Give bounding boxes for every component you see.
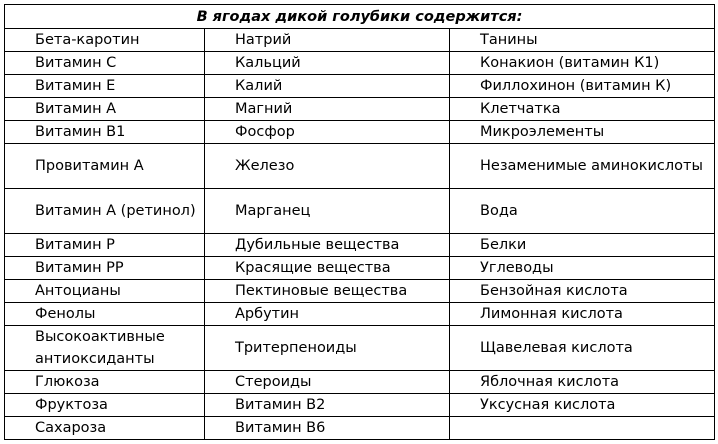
table-row	[5, 371, 715, 394]
table-cell: Магний	[205, 98, 450, 121]
table-cell: Дубильные вещества	[205, 234, 450, 257]
table-cell: Глюкоза	[5, 371, 205, 394]
table-row	[5, 29, 715, 52]
table-body	[5, 29, 715, 440]
table-cell: Натрий	[205, 29, 450, 52]
table-cell: Антоцианы	[5, 280, 205, 303]
table-cell: Конакион (витамин К1)	[450, 52, 715, 75]
table-cell: Высокоактивные антиоксиданты	[5, 326, 205, 371]
table-cell: Кальций	[205, 52, 450, 75]
composition-table	[4, 4, 715, 440]
table-row	[5, 280, 715, 303]
table-cell: Клетчатка	[450, 98, 715, 121]
table-cell: Белки	[450, 234, 715, 257]
table-row	[5, 75, 715, 98]
table-cell: Витамин В2	[205, 394, 450, 417]
table-cell: Фруктоза	[5, 394, 205, 417]
table-row	[5, 326, 715, 371]
table-cell: Вода	[450, 189, 715, 234]
table-cell: Витамин С	[5, 52, 205, 75]
table-row	[5, 257, 715, 280]
table-row	[5, 394, 715, 417]
content-table-container	[4, 4, 714, 440]
table-row	[5, 144, 715, 189]
table-title: В ягодах дикой голубики содержится:	[5, 5, 715, 29]
table-cell: Тритерпеноиды	[205, 326, 450, 371]
table-row	[5, 121, 715, 144]
table-cell: Витамин А (ретинол)	[5, 189, 205, 234]
table-cell: Микроэлементы	[450, 121, 715, 144]
table-cell: Углеводы	[450, 257, 715, 280]
table-cell	[450, 417, 715, 440]
table-cell: Фосфор	[205, 121, 450, 144]
table-cell: Витамин А	[5, 98, 205, 121]
table-cell: Незаменимые аминокислоты	[450, 144, 715, 189]
table-cell: Провитамин А	[5, 144, 205, 189]
table-row	[5, 303, 715, 326]
table-row	[5, 98, 715, 121]
table-cell: Красящие вещества	[205, 257, 450, 280]
table-cell: Витамин Р	[5, 234, 205, 257]
table-cell: Яблочная кислота	[450, 371, 715, 394]
table-cell: Танины	[450, 29, 715, 52]
table-cell: Арбутин	[205, 303, 450, 326]
table-cell: Уксусная кислота	[450, 394, 715, 417]
table-cell: Калий	[205, 75, 450, 98]
table-cell: Витамин РР	[5, 257, 205, 280]
table-row	[5, 417, 715, 440]
table-cell: Стероиды	[205, 371, 450, 394]
table-cell: Железо	[205, 144, 450, 189]
table-cell: Щавелевая кислота	[450, 326, 715, 371]
table-cell: Сахароза	[5, 417, 205, 440]
table-cell: Бета-каротин	[5, 29, 205, 52]
table-cell: Филлохинон (витамин К)	[450, 75, 715, 98]
table-cell: Лимонная кислота	[450, 303, 715, 326]
table-cell: Витамин В6	[205, 417, 450, 440]
table-cell: Бензойная кислота	[450, 280, 715, 303]
table-cell: Фенолы	[5, 303, 205, 326]
table-row	[5, 189, 715, 234]
table-row	[5, 52, 715, 75]
table-cell: Марганец	[205, 189, 450, 234]
table-row	[5, 234, 715, 257]
table-cell: Витамин Е	[5, 75, 205, 98]
table-cell: Витамин В1	[5, 121, 205, 144]
table-cell: Пектиновые вещества	[205, 280, 450, 303]
